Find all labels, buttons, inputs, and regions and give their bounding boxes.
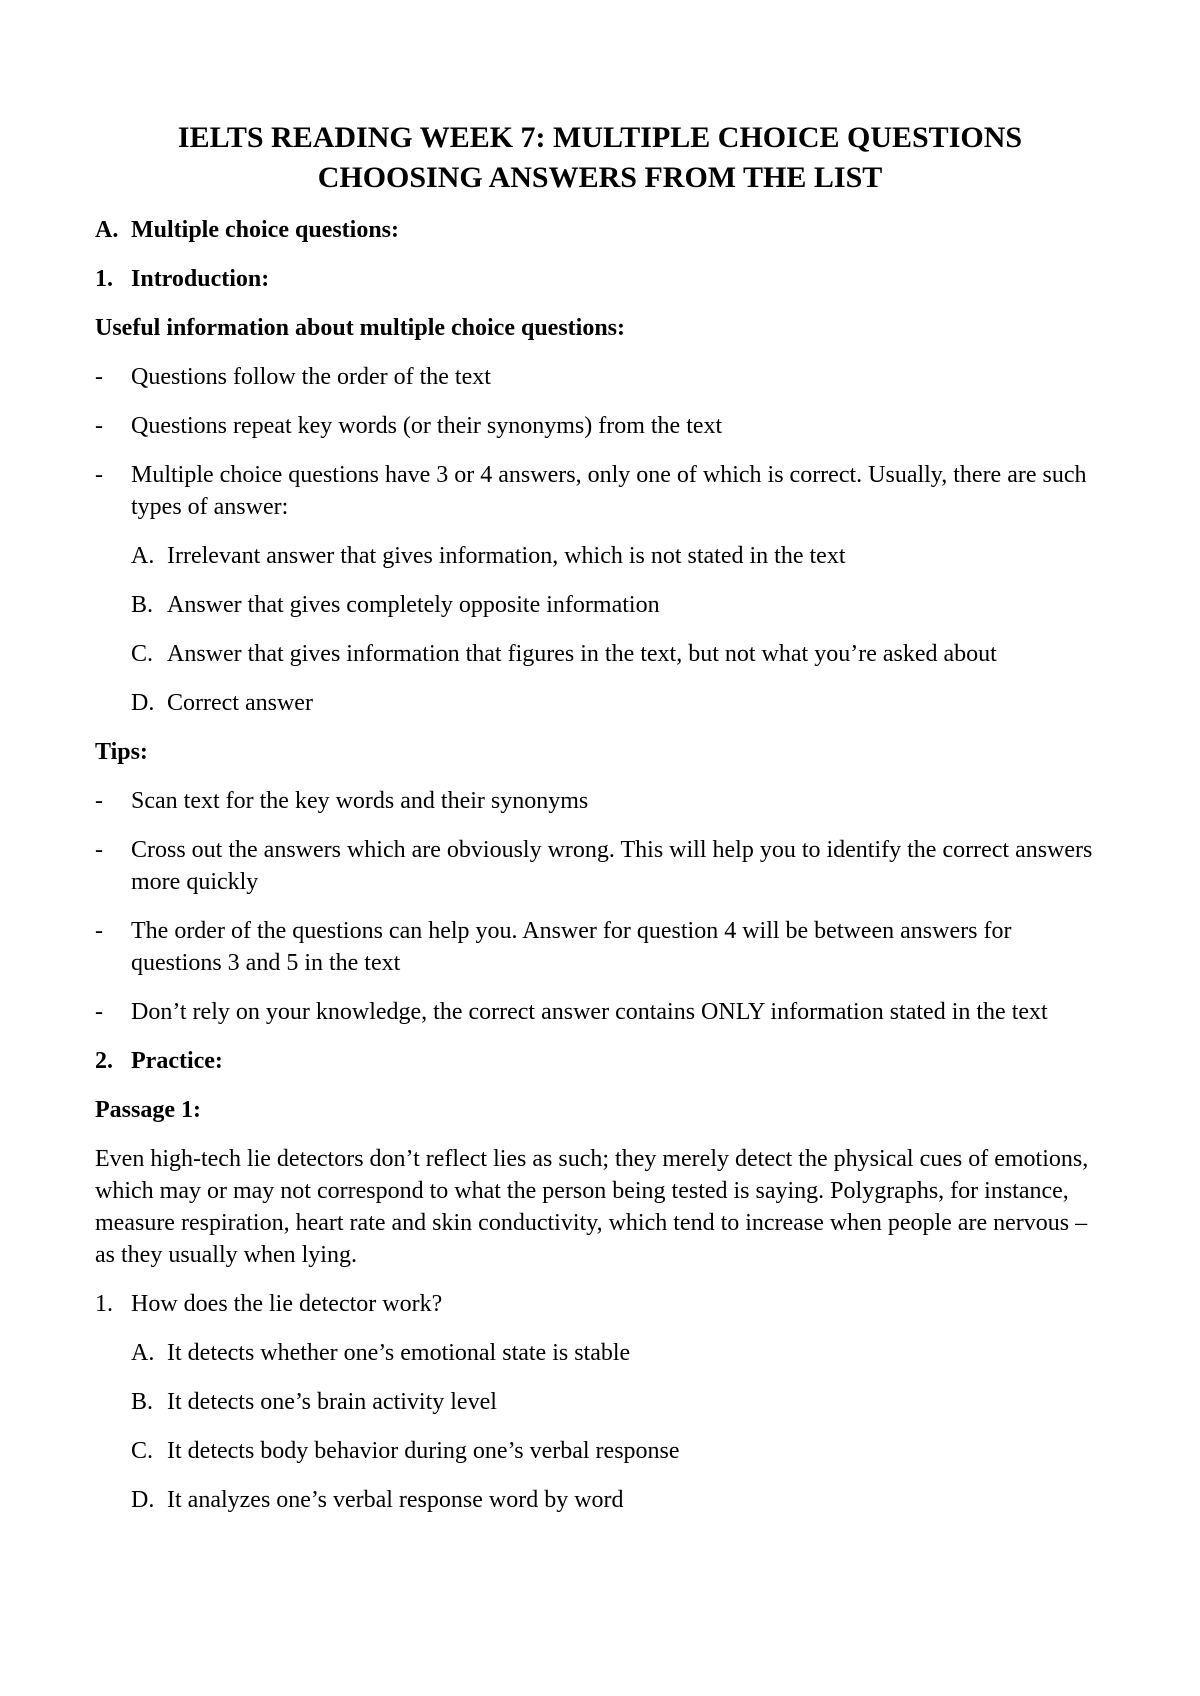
tips-heading: Tips:	[95, 739, 148, 765]
tip-text: Don’t rely on your knowledge, the correct answer contains ONLY information stated in the text	[131, 999, 1048, 1025]
question-option	[95, 1337, 1105, 1369]
list-item	[95, 459, 1105, 523]
answer-type-marker: C.	[131, 641, 154, 667]
passage-heading: Passage 1:	[95, 1097, 201, 1123]
introduction-heading	[95, 263, 1105, 295]
tip-item	[95, 996, 1105, 1028]
answer-type-text: Correct answer	[167, 690, 313, 716]
answer-type-item	[95, 589, 1105, 621]
option-text: It analyzes one’s verbal response word by word	[167, 1487, 624, 1513]
question-item	[95, 1288, 1105, 1320]
document-title	[95, 118, 1105, 198]
list-item-text: Questions repeat key words (or their synonyms) from the text	[131, 413, 723, 439]
question-option	[95, 1386, 1105, 1418]
list-item	[95, 361, 1105, 393]
bullet-marker: -	[95, 413, 103, 439]
answer-type-text: Answer that gives completely opposite information	[167, 592, 660, 618]
list-item	[95, 410, 1105, 442]
option-text: It detects whether one’s emotional state is stable	[167, 1340, 631, 1366]
introduction-label: Introduction:	[131, 266, 270, 292]
introduction-marker: 1.	[95, 266, 113, 292]
tip-item	[95, 785, 1105, 817]
option-text: It detects body behavior during one’s verbal response	[167, 1438, 680, 1464]
bullet-marker: -	[95, 788, 103, 814]
section-a-marker: A.	[95, 217, 119, 243]
answer-type-item	[95, 638, 1105, 670]
answer-type-marker: A.	[131, 543, 155, 569]
bullet-marker: -	[95, 462, 103, 488]
tip-text: The order of the questions can help you. Answer for question 4 will be between answers for questions 3 and 5 in the text	[131, 918, 1012, 976]
question-option	[95, 1484, 1105, 1516]
tip-item	[95, 834, 1105, 898]
answer-type-item	[95, 687, 1105, 719]
section-a-heading	[95, 214, 1105, 246]
answer-type-marker: B.	[131, 592, 154, 618]
list-item-text: Questions follow the order of the text	[131, 364, 491, 390]
answer-type-item	[95, 540, 1105, 572]
question-text: How does the lie detector work?	[131, 1291, 443, 1317]
option-text: It detects one’s brain activity level	[167, 1389, 497, 1415]
answer-type-marker: D.	[131, 690, 155, 716]
option-marker: D.	[131, 1487, 155, 1513]
practice-heading	[95, 1045, 1105, 1077]
bullet-marker: -	[95, 364, 103, 390]
useful-info-heading: Useful information about multiple choice questions:	[95, 315, 626, 341]
tip-text: Cross out the answers which are obviously wrong. This will help you to identify the correct answers more quickly	[131, 837, 1093, 895]
answer-type-text: Irrelevant answer that gives information, which is not stated in the text	[167, 543, 846, 569]
option-marker: C.	[131, 1438, 154, 1464]
tip-text: Scan text for the key words and their synonyms	[131, 788, 589, 814]
bullet-marker: -	[95, 918, 103, 944]
list-item-text: Multiple choice questions have 3 or 4 answers, only one of which is correct. Usually, there are such types of answer:	[131, 462, 1087, 520]
passage-text: Even high-tech lie detectors don’t reflect lies as such; they merely detect the physical cues of emotions, which may or may not correspond to what the person being tested is saying. Polygraphs, for instance, measure respiration, heart rate and skin conductivity, which tend to increase when people are nervous – as they usually when lying.	[95, 1146, 1089, 1268]
practice-label: Practice:	[131, 1048, 223, 1074]
practice-marker: 2.	[95, 1048, 113, 1074]
title-line-1: IELTS READING WEEK 7: MULTIPLE CHOICE QUESTIONS	[177, 121, 1023, 154]
bullet-marker: -	[95, 837, 103, 863]
title-line-2: CHOOSING ANSWERS FROM THE LIST	[317, 161, 883, 194]
answer-type-text: Answer that gives information that figures in the text, but not what you’re asked about	[167, 641, 997, 667]
question-option	[95, 1435, 1105, 1467]
option-marker: A.	[131, 1340, 155, 1366]
question-number: 1.	[95, 1291, 113, 1317]
section-a-label: Multiple choice questions:	[131, 217, 399, 243]
option-marker: B.	[131, 1389, 154, 1415]
bullet-marker: -	[95, 999, 103, 1025]
tip-item	[95, 915, 1105, 979]
